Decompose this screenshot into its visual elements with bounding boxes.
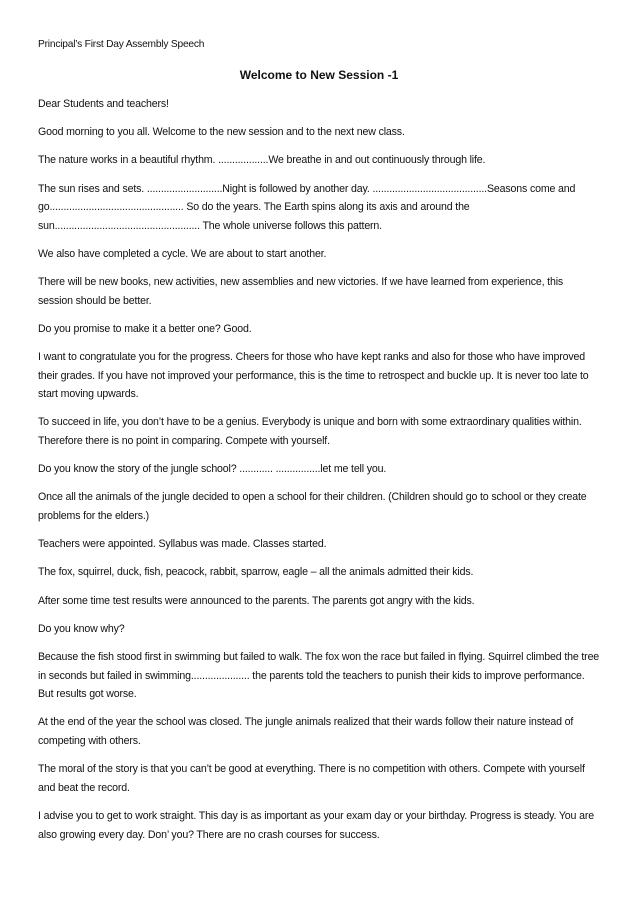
document-body (38, 95, 600, 854)
paragraph-rhythm: The nature works in a beautiful rhythm. ..................We breathe in and out continuously through life. (38, 154, 486, 167)
page-title: Welcome to New Session -1 (239, 68, 399, 82)
paragraph-success: To succeed in life, you don’t have to be a genius. Everybody is unique and born with some extraordinary qualities within. Therefore there is no point in comparing. Compete with yourself. (38, 416, 582, 448)
paragraph-animals: The fox, squirrel, duck, fish, peacock, rabbit, sparrow, eagle – all the animals admitted their kids. (38, 566, 474, 579)
paragraph-congratulations: I want to congratulate you for the progress. Cheers for those who have kept ranks and also for those who have improved their grades. If you have not improved your performance, this is the time to retrospect and buckle up. It is never too late to start moving upwards. (38, 351, 589, 401)
paragraph-promise: Do you promise to make it a better one? Good. (38, 322, 252, 335)
paragraph-advice: I advise you to get to work straight. This day is as important as your exam day or your birthday. Progress is steady. You are also growing every day. Don’ you? There are no crash courses for success. (38, 809, 594, 841)
paragraph-cycles: The sun rises and sets. ...........................Night is followed by another day. .........................................Seasons come and go................................................ So do the years. The Earth spins along its axis and around the sun.................................................... The whole universe follows this pattern. (38, 182, 576, 232)
paragraph-moral: The moral of the story is that you can’t be good at everything. There is no competition with others. Compete with yourself and beat the record. (38, 763, 585, 794)
paragraph-story-intro: Do you know the story of the jungle school? ............ ................let me tell you. (38, 463, 387, 476)
paragraph-failures: Because the fish stood first in swimming but failed to walk. The fox won the race but failed in flying. Squirrel climbed the tree in seconds but failed in swimming..................... the parents told the teachers to punish their kids to improve performance. But results got worse. (38, 650, 600, 701)
paragraph-teachers: Teachers were appointed. Syllabus was made. Classes started. (38, 538, 327, 551)
document-header: Principal’s First Day Assembly Speech (38, 39, 205, 50)
paragraph-completed-cycle: We also have completed a cycle. We are about to start another. (38, 247, 327, 260)
paragraph-question: Do you know why? (38, 622, 125, 635)
paragraph-results: After some time test results were announced to the parents. The parents got angry with the kids. (38, 594, 475, 607)
paragraph-school-closed: At the end of the year the school was closed. The jungle animals realized that their wards follow their nature instead of competing with others. (38, 716, 574, 747)
paragraph-welcome: Good morning to you all. Welcome to the new session and to the next new class. (38, 126, 405, 139)
paragraph-school-opened: Once all the animals of the jungle decided to open a school for their children. (Children should go to school or they create problems for the elders.) (38, 491, 587, 523)
paragraph-new-beginnings: There will be new books, new activities, new assemblies and new victories. If we have learned from experience, this session should be better. (38, 276, 564, 307)
paragraph-greeting: Dear Students and teachers! (38, 98, 169, 110)
